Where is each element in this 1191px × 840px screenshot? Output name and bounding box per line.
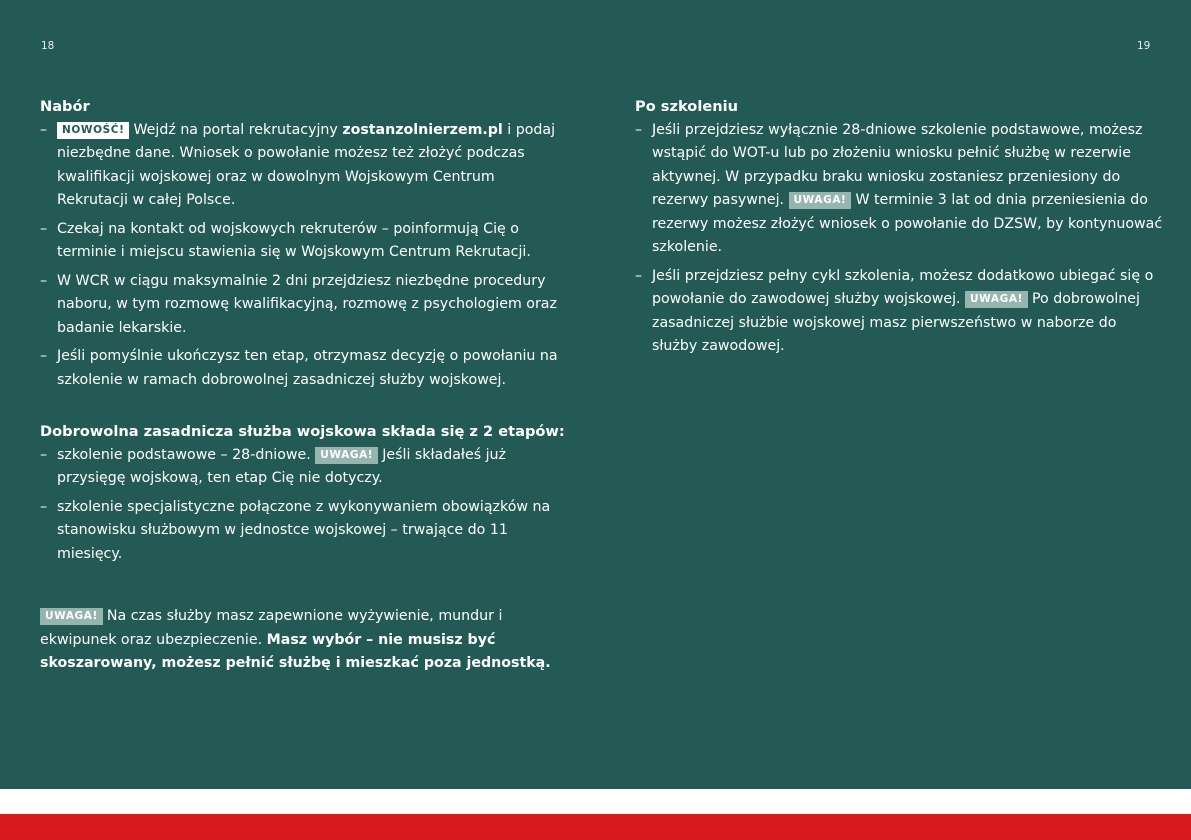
list-item: – NOWOŚĆ! Wejdź na portal rekrutacyjny zostanzolnierzem.pl i podaj niezbędne dane. Wniosek o powołanie możesz też złożyć podczas kwalifikacji wojskowej oraz w dowolnym Wojskowym Centrum Rekrutacji w całej Polsce.	[40, 121, 556, 208]
uwaga-note	[40, 605, 568, 676]
etapy-item1-text1: szkolenie podstawowe – 28-dniowe.	[57, 446, 311, 463]
list-item: – szkolenie podstawowe – 28-dniowe. UWAGA! Jeśli składałeś już przysięgę wojskową, ten etap Cię nie dotyczy.	[40, 446, 506, 486]
uwaga-badge: UWAGA!	[315, 447, 378, 464]
po-szkoleniu-heading: Po szkoleniu	[635, 98, 739, 115]
etapy-list	[40, 444, 568, 567]
nabor-item3-text: W WCR w ciągu maksymalnie 2 dni przejdziesz niezbędne procedury naboru, w tym rozmowę kwalifikacyjną, rozmowę z psychologiem oraz badanie lekarskie.	[57, 272, 557, 336]
left-column	[40, 95, 568, 676]
recruitment-portal-link[interactable]: zostanzolnierzem.pl	[342, 121, 503, 138]
nabor-item2-text: Czekaj na kontakt od wojskowych rekruterów – poinformują Cię o terminie i miejscu stawienia się w Wojskowym Centrum Rekrutacji.	[57, 220, 531, 260]
nabor-item1-text1: Wejdź na portal rekrutacyjny	[133, 121, 343, 138]
etapy-heading: Dobrowolna zasadnicza służba wojskowa składa się z 2 etapów:	[40, 423, 565, 440]
nowosc-badge: NOWOŚĆ!	[57, 122, 129, 139]
nabor-heading: Nabór	[40, 98, 90, 115]
po-szkoleniu-item1-text2: W terminie 3 lat od dnia przeniesienia do rezerwy możesz złożyć wniosek o powołanie do DZSW, by kontynuować szkolenie.	[652, 192, 1163, 255]
page-number-right: 19	[1137, 40, 1151, 52]
nabor-list	[40, 119, 568, 393]
red-footer-bar	[0, 814, 1191, 840]
right-column	[635, 95, 1163, 364]
etapy-item2-text: szkolenie specjalistyczne połączone z wykonywaniem obowiązków na stanowisku służbowym w jednostce wojskowej – trwające do 11 miesięcy.	[57, 498, 551, 562]
list-item: – szkolenie specjalistyczne połączone z wykonywaniem obowiązków na stanowisku służbowym w jednostce wojskowej – trwające do 11 miesięcy.	[40, 498, 551, 562]
list-item: – Jeśli przejdziesz wyłącznie 28-dniowe szkolenie podstawowe, możesz wstąpić do WOT-u lub po złożeniu wniosku pełnić służbę w rezerwie aktywnej. W przypadku braku wniosku zostaniesz przeniesiony do rezerwy pasywnej. UWAGA! W terminie 3 lat od dnia przeniesienia do rezerwy możesz złożyć wniosek o powołanie do DZSW, by kontynuować szkolenie.	[635, 121, 1163, 255]
nabor-item1-text2: i podaj niezbędne dane. Wniosek o powołanie możesz też złożyć podczas kwalifikacji wojskowej oraz w dowolnym Wojskowym Centrum Rekrutacji w całej Polsce.	[57, 121, 556, 208]
etapy-item1-text2: Jeśli składałeś już przysięgę wojskową, ten etap Cię nie dotyczy.	[57, 446, 506, 486]
page-number-left: 18	[41, 40, 55, 52]
uwaga-note-bold: Masz wybór – nie musisz być skoszarowany, możesz pełnić służbę i mieszkać poza jednostką.	[40, 631, 551, 671]
uwaga-badge: UWAGA!	[789, 192, 852, 209]
list-item: – Jeśli pomyślnie ukończysz ten etap, otrzymasz decyzję o powołaniu na szkolenie w ramach dobrowolnej zasadniczej służby wojskowej.	[40, 348, 558, 388]
uwaga-badge: UWAGA!	[40, 608, 103, 625]
uwaga-note-text: Na czas służby masz zapewnione wyżywienie, mundur i ekwipunek oraz ubezpieczenie.	[40, 608, 503, 648]
list-item: – Jeśli przejdziesz pełny cykl szkolenia, możesz dodatkowo ubiegać się o powołanie do zawodowej służby wojskowej. UWAGA! Po dobrowolnej zasadniczej służbie wojskowej masz pierwszeństwo w naborze do służby zawodowej.	[635, 267, 1154, 354]
uwaga-badge: UWAGA!	[965, 291, 1028, 308]
list-item: – W WCR w ciągu maksymalnie 2 dni przejdziesz niezbędne procedury naboru, w tym rozmowę kwalifikacyjną, rozmowę z psychologiem oraz badanie lekarskie.	[40, 272, 557, 336]
po-szkoleniu-item2-text1: Jeśli przejdziesz pełny cykl szkolenia, możesz dodatkowo ubiegać się o powołanie do zawodowej służby wojskowej.	[652, 267, 1154, 307]
list-item: – Czekaj na kontakt od wojskowych rekruterów – poinformują Cię o terminie i miejscu stawienia się w Wojskowym Centrum Rekrutacji.	[40, 220, 531, 260]
po-szkoleniu-item2-text2: Po dobrowolnej zasadniczej służbie wojskowej masz pierwszeństwo w naborze do służby zawodowej.	[652, 291, 1140, 354]
po-szkoleniu-list	[635, 119, 1163, 359]
nabor-item4-text: Jeśli pomyślnie ukończysz ten etap, otrzymasz decyzję o powołaniu na szkolenie w ramach dobrowolnej zasadniczej służby wojskowej.	[57, 348, 558, 388]
po-szkoleniu-item1-text1: Jeśli przejdziesz wyłącznie 28-dniowe szkolenie podstawowe, możesz wstąpić do WOT-u lub po złożeniu wniosku pełnić służbę w rezerwie aktywnej. W przypadku braku wniosku zostaniesz przeniesiony do rezerwy pasywnej.	[652, 121, 1143, 208]
